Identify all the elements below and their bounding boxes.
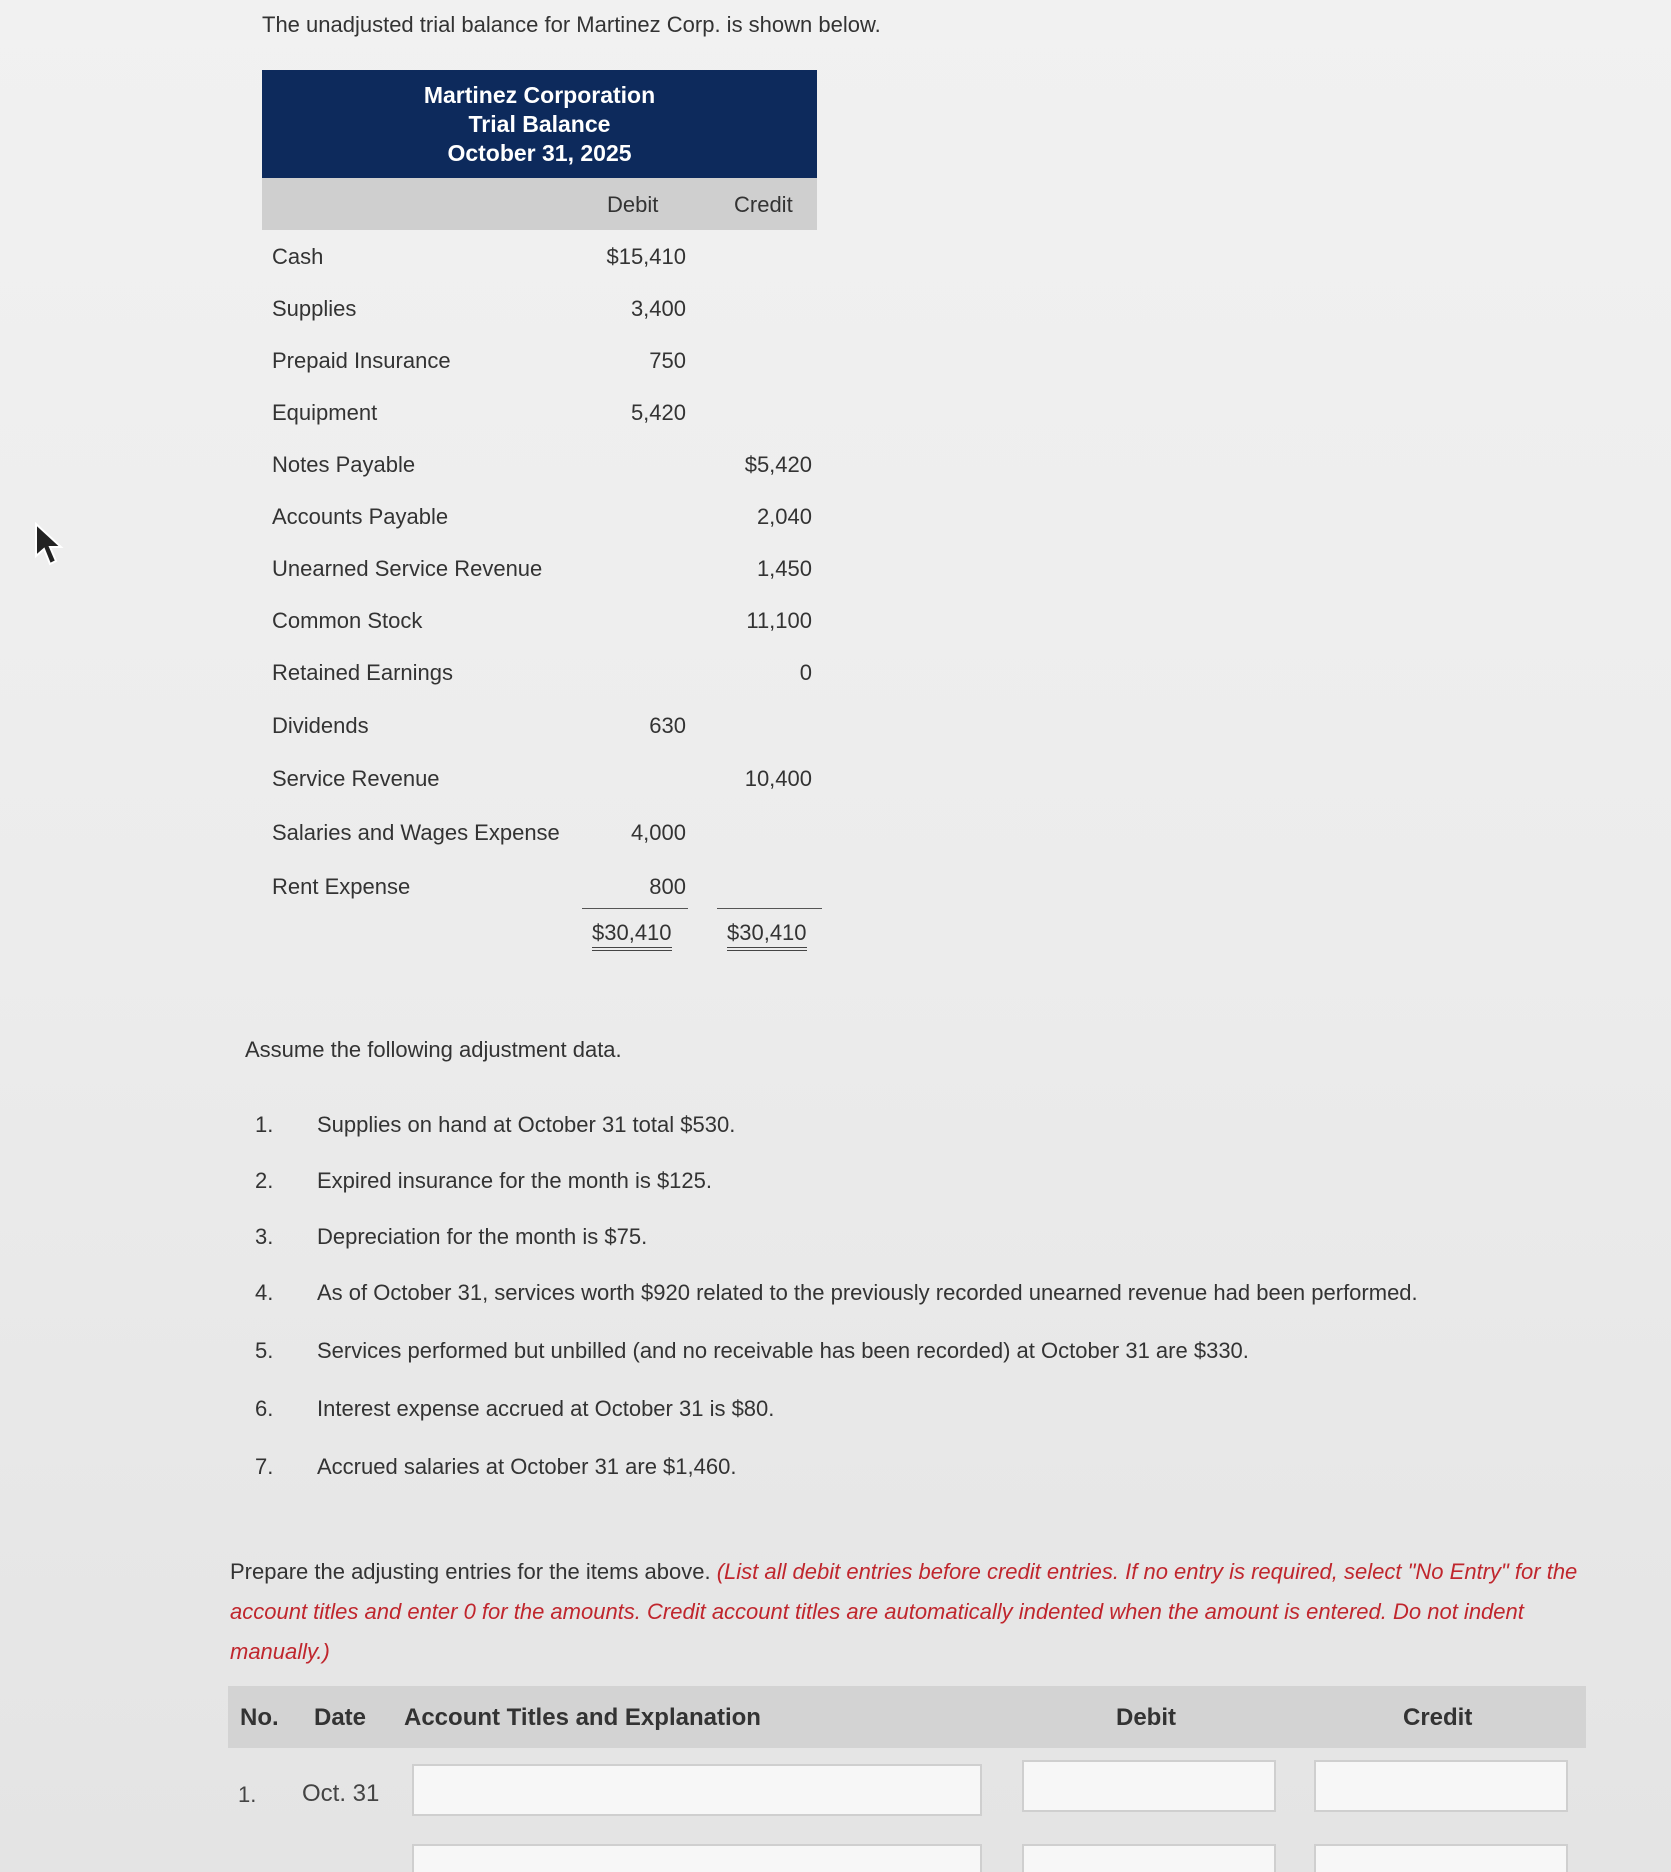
trial-balance-table (262, 70, 817, 945)
account-name: Service Revenue (272, 766, 440, 791)
column-header-row (262, 178, 817, 230)
table-row (262, 438, 822, 490)
debit-total: $30,410 (592, 920, 672, 951)
credit-amount: 10,400 (744, 766, 812, 791)
debit-amount: 750 (649, 348, 686, 373)
account-name: Rent Expense (272, 874, 411, 899)
entry-date: Oct. 31 (302, 1780, 380, 1807)
table-row (262, 860, 822, 912)
item-text: Accrued salaries at October 31 are $1,460. (317, 1454, 737, 1479)
mouse-pointer-icon (34, 522, 64, 568)
intro-text: The unadjusted trial balance for Martinez Corp. is shown below. (262, 12, 881, 37)
journal-header-row (228, 1686, 1586, 1748)
item-text: Expired insurance for the month is $125. (317, 1168, 713, 1193)
account-name: Prepaid Insurance (272, 348, 451, 373)
account-name: Notes Payable (272, 452, 416, 477)
item-text: Supplies on hand at October 31 total $530. (317, 1112, 736, 1137)
credit-amount: 11,100 (746, 608, 812, 633)
date-column-header: Date (314, 1704, 367, 1731)
item-text: Services performed but unbilled (and no receivable has been recorded) at October 31 are $330. (317, 1338, 1249, 1363)
table-row (262, 490, 822, 542)
credit-amount: $5,420 (744, 452, 812, 477)
debit-amount: 3,400 (630, 296, 686, 321)
no-column-header: No. (240, 1704, 279, 1731)
instructions (230, 1552, 1590, 1672)
debit-amount: 800 (649, 874, 686, 899)
account-name: Dividends (272, 713, 369, 738)
table-row (262, 386, 822, 438)
table-row (262, 334, 822, 386)
credit-amount: 1,450 (756, 556, 812, 581)
credit-column-header: Credit (1403, 1704, 1473, 1731)
debit-input[interactable] (1022, 1844, 1276, 1872)
account-name: Supplies (272, 296, 357, 321)
item-number: 2. (255, 1168, 274, 1193)
table-row (262, 542, 822, 594)
debit-amount: 5,420 (630, 400, 686, 425)
debit-column-header: Debit (1116, 1704, 1176, 1731)
credit-total-rule (717, 908, 822, 909)
item-number: 1. (255, 1112, 274, 1137)
credit-column-header: Credit (734, 192, 793, 217)
instructions-text: Prepare the adjusting entries for the items above. (230, 1559, 717, 1584)
journal-row (228, 1760, 1586, 1824)
item-number: 5. (255, 1338, 274, 1363)
item-text: Depreciation for the month is $75. (317, 1224, 648, 1249)
table-row (262, 230, 822, 282)
account-name: Salaries and Wages Expense (272, 820, 560, 845)
account-name: Common Stock (272, 608, 423, 633)
debit-input[interactable] (1022, 1760, 1276, 1812)
account-name: Equipment (272, 400, 378, 425)
debit-amount: 4,000 (630, 820, 686, 845)
account-title-input[interactable] (412, 1844, 982, 1872)
account-name: Accounts Payable (272, 504, 449, 529)
statement-date: October 31, 2025 (447, 139, 632, 166)
debit-total-rule (582, 908, 688, 909)
entry-number: 1. (238, 1782, 257, 1807)
table-row (262, 752, 822, 804)
table-row (262, 282, 822, 334)
item-number: 3. (255, 1224, 274, 1249)
item-number: 7. (255, 1454, 274, 1479)
item-number: 4. (255, 1280, 274, 1305)
item-number: 6. (255, 1396, 274, 1421)
trial-balance-header (262, 70, 817, 178)
account-column-header: Account Titles and Explanation (404, 1704, 761, 1731)
item-text: Interest expense accrued at October 31 is $80. (317, 1396, 775, 1421)
credit-input[interactable] (1314, 1760, 1568, 1812)
table-row (262, 646, 822, 698)
account-name: Unearned Service Revenue (272, 556, 543, 581)
credit-amount: 0 (799, 660, 812, 685)
debit-amount: $15,410 (606, 244, 686, 269)
table-row (262, 806, 822, 858)
credit-amount: 2,040 (756, 504, 812, 529)
credit-total: $30,410 (727, 920, 807, 951)
item-text: As of October 31, services worth $920 related to the previously recorded unearned revenue had been performed. (317, 1280, 1418, 1305)
table-row (262, 594, 822, 646)
table-row (262, 699, 822, 751)
debit-amount: 630 (649, 713, 686, 738)
credit-input[interactable] (1314, 1844, 1568, 1872)
debit-column-header: Debit (607, 192, 659, 217)
adjustment-intro: Assume the following adjustment data. (245, 1037, 622, 1062)
account-name: Retained Earnings (272, 660, 454, 685)
account-name: Cash (272, 244, 324, 269)
statement-title: Trial Balance (468, 110, 611, 137)
journal-row (228, 1840, 1586, 1872)
account-title-input[interactable] (412, 1764, 982, 1816)
instructions-note: (List all debit entries before credit entries. If no entry is required, select "No Entry" for the account titles and enter 0 for the amounts. Credit account titles are automatically indented when the amount is entered. Do not indent manually.) (230, 1559, 1578, 1664)
company-name: Martinez Corporation (423, 81, 656, 108)
